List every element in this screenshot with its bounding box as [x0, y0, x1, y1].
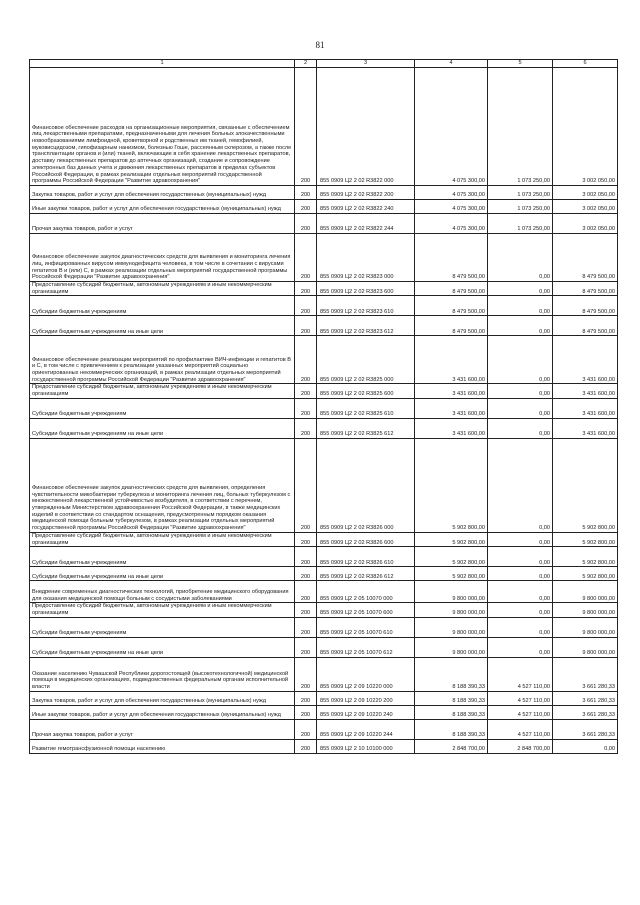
- row-col4: 5 902 800,00: [415, 547, 488, 567]
- row-name: Субсидии бюджетным учреждениям: [30, 547, 295, 567]
- row-col2: 200: [295, 418, 317, 438]
- row-name: Финансовое обеспечение расходов на организационные мероприятия, связанные с обеспечением лиц лекарственными препаратами, предназначенными для лечения больных злокачественными новообразованиями лимфоидной, кроветворной и родственных им тканей, гемофилией, муковисцидозом, гипофизарным нанизмом, болезнью Гоше, рассеянным склерозом, а также после трансплантации органов и (или) тканей, включающие в себя хранение лекарственных препаратов, доставку лекарственных препаратов до аптечных организаций, создание и сопровождение электронных баз данных учета и движения лекарственных препаратов в пределах субъектов Российской Федерации, в рамках реализации отдельных мероприятий государственной программы Российской Федерации "Развитие здравоохранения": [30, 68, 295, 186]
- row-name: Закупка товаров, работ и услуг для обеспечения государственных (муниципальных) нужд: [30, 691, 295, 705]
- column-header-3: 3: [317, 60, 415, 68]
- row-col6: 5 902 800,00: [553, 532, 618, 546]
- row-col6: 8 479 500,00: [553, 316, 618, 336]
- row-col5: 0,00: [488, 234, 553, 282]
- row-name: Предоставление субсидий бюджетным, автономным учреждениям и иным некоммерческим организациям: [30, 532, 295, 546]
- table-row: [30, 739, 618, 753]
- table-row: [30, 296, 618, 316]
- row-col6: 3 431 600,00: [553, 398, 618, 418]
- row-code: 855 0909 Ц2 2 02 R3826 000: [317, 438, 415, 532]
- row-code: 855 0909 Ц2 2 09 10220 200: [317, 691, 415, 705]
- row-code: 855 0909 Ц2 2 02 R3825 612: [317, 418, 415, 438]
- row-col2: 200: [295, 68, 317, 186]
- row-col6: 3 661 280,33: [553, 657, 618, 691]
- row-name: Финансовое обеспечение реализации мероприятий по профилактике ВИЧ-инфекции и гепатитов В и С, в том числе с привлечением к реализации указанных мероприятий социально ориентированных некоммерческих организаций, в рамках реализации отдельных мероприятий государственной программы Российской Федерации "Развитие здравоохранения": [30, 336, 295, 384]
- row-name: Прочая закупка товаров, работ и услуг: [30, 719, 295, 739]
- column-header-2: 2: [295, 60, 317, 68]
- row-code: 855 0909 Ц2 2 02 R3826 610: [317, 547, 415, 567]
- row-col2: 200: [295, 296, 317, 316]
- row-code: 855 0909 Ц2 2 05 10070 000: [317, 581, 415, 603]
- table-row: [30, 282, 618, 296]
- table-row: [30, 719, 618, 739]
- table-row: [30, 532, 618, 546]
- row-code: 855 0909 Ц2 2 02 R3823 000: [317, 234, 415, 282]
- table-row: [30, 398, 618, 418]
- row-name: Иные закупки товаров, работ и услуг для обеспечения государственных (муниципальных) нужд: [30, 200, 295, 214]
- row-code: 855 0909 Ц2 2 02 R3825 600: [317, 384, 415, 398]
- row-col4: 8 479 500,00: [415, 234, 488, 282]
- row-code: 855 0909 Ц2 2 02 R3822 244: [317, 214, 415, 234]
- row-name: Внедрение современных диагностических технологий, приобретение медицинского оборудования для оказания медицинской помощи больным с сосудистыми заболеваниями: [30, 581, 295, 603]
- row-col2: 200: [295, 200, 317, 214]
- row-col5: 0,00: [488, 418, 553, 438]
- table-row: [30, 438, 618, 532]
- row-col6: 3 002 050,00: [553, 186, 618, 200]
- row-col6: 3 661 280,33: [553, 719, 618, 739]
- row-code: 855 0909 Ц2 2 05 10070 610: [317, 617, 415, 637]
- row-col2: 200: [295, 705, 317, 719]
- row-name: Субсидии бюджетным учреждениям на иные цели: [30, 567, 295, 581]
- table-row: [30, 200, 618, 214]
- table-row: [30, 617, 618, 637]
- row-code: 855 0909 Ц2 2 02 R3823 600: [317, 282, 415, 296]
- row-col5: 4 527 110,00: [488, 691, 553, 705]
- row-name: Финансовое обеспечение закупок диагностических средств для выявления, определения чувствительности микобактерии туберкулеза и мониторинга лечения лиц, больных туберкулезом с множественной лекарственной устойчивостью возбудителя, в соответствии с перечнем, утвержденным Министерством здравоохранения Российской Федерации, в также медицинских изделий в соответствии со стандартом оснащения, предусмотренным порядком оказания медицинской помощи больным туберкулезом, в рамках реализации отдельных мероприятий государственной программы Российской Федерации "Развитие здравоохранения": [30, 438, 295, 532]
- row-col5: 1 073 250,00: [488, 214, 553, 234]
- row-col2: 200: [295, 532, 317, 546]
- row-col2: 200: [295, 739, 317, 753]
- table-row: [30, 316, 618, 336]
- row-col5: 0,00: [488, 384, 553, 398]
- row-col6: 5 902 800,00: [553, 547, 618, 567]
- table-row: [30, 234, 618, 282]
- row-col6: 3 431 600,00: [553, 336, 618, 384]
- table-row: [30, 186, 618, 200]
- table-row: [30, 418, 618, 438]
- table-row: [30, 637, 618, 657]
- row-code: 855 0909 Ц2 2 02 R3823 612: [317, 316, 415, 336]
- row-col6: 8 479 500,00: [553, 296, 618, 316]
- row-name: Субсидии бюджетным учреждениям: [30, 296, 295, 316]
- row-col6: 9 800 000,00: [553, 617, 618, 637]
- row-col4: 8 188 390,33: [415, 691, 488, 705]
- row-col5: 0,00: [488, 581, 553, 603]
- row-col4: 8 479 500,00: [415, 316, 488, 336]
- row-col2: 200: [295, 603, 317, 617]
- row-name: Закупка товаров, работ и услуг для обеспечения государственных (муниципальных) нужд: [30, 186, 295, 200]
- row-col5: 4 527 110,00: [488, 705, 553, 719]
- row-col5: 0,00: [488, 567, 553, 581]
- row-col5: 0,00: [488, 617, 553, 637]
- row-code: 855 0909 Ц2 2 02 R3822 240: [317, 200, 415, 214]
- row-col4: 8 479 500,00: [415, 296, 488, 316]
- row-col4: 3 431 600,00: [415, 336, 488, 384]
- row-col4: 5 902 800,00: [415, 532, 488, 546]
- budget-table: [29, 59, 618, 754]
- column-header-1: 1: [30, 60, 295, 68]
- row-col4: 9 800 000,00: [415, 603, 488, 617]
- row-col6: 3 431 600,00: [553, 418, 618, 438]
- row-col5: 4 527 110,00: [488, 719, 553, 739]
- table-row: [30, 384, 618, 398]
- row-col5: 0,00: [488, 532, 553, 546]
- row-col5: 0,00: [488, 637, 553, 657]
- row-name: Субсидии бюджетным учреждениям: [30, 617, 295, 637]
- row-col2: 200: [295, 657, 317, 691]
- row-col4: 8 479 500,00: [415, 282, 488, 296]
- row-code: 855 0909 Ц2 2 09 10220 244: [317, 719, 415, 739]
- row-col5: 1 073 250,00: [488, 200, 553, 214]
- row-col2: 200: [295, 637, 317, 657]
- row-col4: 3 431 600,00: [415, 418, 488, 438]
- row-col6: 5 902 800,00: [553, 438, 618, 532]
- row-code: 855 0909 Ц2 2 09 10220 000: [317, 657, 415, 691]
- row-col2: 200: [295, 547, 317, 567]
- table-row: [30, 68, 618, 186]
- row-code: 855 0909 Ц2 2 02 R3826 600: [317, 532, 415, 546]
- row-col4: 8 188 390,33: [415, 705, 488, 719]
- row-code: 855 0909 Ц2 2 02 R3825 000: [317, 336, 415, 384]
- row-col6: 0,00: [553, 739, 618, 753]
- row-col6: 9 800 000,00: [553, 603, 618, 617]
- row-col2: 200: [295, 567, 317, 581]
- row-code: 855 0909 Ц2 2 02 R3825 610: [317, 398, 415, 418]
- row-col6: 3 661 280,33: [553, 705, 618, 719]
- row-col5: 1 073 250,00: [488, 68, 553, 186]
- row-col6: 3 002 050,00: [553, 68, 618, 186]
- row-col5: 0,00: [488, 398, 553, 418]
- row-col2: 200: [295, 186, 317, 200]
- row-col5: 0,00: [488, 438, 553, 532]
- row-code: 855 0909 Ц2 2 02 R3822 200: [317, 186, 415, 200]
- row-col6: 3 002 050,00: [553, 214, 618, 234]
- row-col5: 0,00: [488, 296, 553, 316]
- row-code: 855 0909 Ц2 2 09 10220 240: [317, 705, 415, 719]
- row-code: 855 0909 Ц2 2 02 R3822 000: [317, 68, 415, 186]
- row-col5: 0,00: [488, 547, 553, 567]
- row-col4: 5 902 800,00: [415, 567, 488, 581]
- row-col2: 200: [295, 398, 317, 418]
- row-code: 855 0909 Ц2 2 02 R3823 610: [317, 296, 415, 316]
- table-row: [30, 603, 618, 617]
- table-row: [30, 547, 618, 567]
- row-col2: 200: [295, 719, 317, 739]
- row-col5: 0,00: [488, 282, 553, 296]
- table-row: [30, 567, 618, 581]
- row-col4: 3 431 600,00: [415, 398, 488, 418]
- row-col4: 4 075 300,00: [415, 200, 488, 214]
- row-col6: 5 902 800,00: [553, 567, 618, 581]
- row-col4: 5 902 800,00: [415, 438, 488, 532]
- row-col5: 0,00: [488, 336, 553, 384]
- row-col4: 4 075 300,00: [415, 214, 488, 234]
- row-col5: 0,00: [488, 316, 553, 336]
- table-header-row: [30, 60, 618, 68]
- table-row: [30, 336, 618, 384]
- row-col6: 8 479 500,00: [553, 282, 618, 296]
- row-col4: 9 800 000,00: [415, 617, 488, 637]
- row-col4: 2 848 700,00: [415, 739, 488, 753]
- table-row: [30, 705, 618, 719]
- row-col5: 4 527 110,00: [488, 657, 553, 691]
- table-row: [30, 691, 618, 705]
- row-name: Субсидии бюджетным учреждениям на иные цели: [30, 418, 295, 438]
- row-col2: 200: [295, 282, 317, 296]
- column-header-6: 6: [553, 60, 618, 68]
- row-col5: 2 848 700,00: [488, 739, 553, 753]
- row-col2: 200: [295, 214, 317, 234]
- row-col4: 4 075 300,00: [415, 68, 488, 186]
- row-col4: 8 188 390,33: [415, 657, 488, 691]
- row-name: Прочая закупка товаров, работ и услуг: [30, 214, 295, 234]
- row-name: Развитие гемотрансфузионной помощи населению: [30, 739, 295, 753]
- row-col2: 200: [295, 581, 317, 603]
- row-col4: 9 800 000,00: [415, 637, 488, 657]
- row-col6: 3 002 050,00: [553, 200, 618, 214]
- row-col5: 0,00: [488, 603, 553, 617]
- row-code: 855 0909 Ц2 2 10 10100 000: [317, 739, 415, 753]
- row-col4: 3 431 600,00: [415, 384, 488, 398]
- row-code: 855 0909 Ц2 2 02 R3826 612: [317, 567, 415, 581]
- row-col4: 9 800 000,00: [415, 581, 488, 603]
- row-col2: 200: [295, 384, 317, 398]
- row-col2: 200: [295, 438, 317, 532]
- row-col2: 200: [295, 234, 317, 282]
- row-name: Финансовое обеспечение закупок диагностических средств для выявления и мониторинга лечения лиц, инфицированных вирусом иммунодефицита человека, в том числе в сочетании с вирусами гепатитов В и (или) С, в рамках реализации отдельных мероприятий государственной программы Российской Федерации "Развитие здравоохранения": [30, 234, 295, 282]
- column-header-4: 4: [415, 60, 488, 68]
- table-row: [30, 214, 618, 234]
- row-name: Иные закупки товаров, работ и услуг для обеспечения государственных (муниципальных) нужд: [30, 705, 295, 719]
- column-header-5: 5: [488, 60, 553, 68]
- row-name: Субсидии бюджетным учреждениям на иные цели: [30, 637, 295, 657]
- row-name: Предоставление субсидий бюджетным, автономным учреждениям и иным некоммерческим организациям: [30, 603, 295, 617]
- row-col2: 200: [295, 316, 317, 336]
- row-col2: 200: [295, 617, 317, 637]
- table-row: [30, 657, 618, 691]
- row-name: Оказание населению Чувашской Республики дорогостоящей (высокотехнологичной) медицинской помощи в медицинских организациях, подведомственных федеральным органам исполнительной власти: [30, 657, 295, 691]
- row-col4: 4 075 300,00: [415, 186, 488, 200]
- row-col6: 8 479 500,00: [553, 234, 618, 282]
- row-col2: 200: [295, 336, 317, 384]
- row-col6: 9 800 000,00: [553, 637, 618, 657]
- row-col4: 8 188 390,33: [415, 719, 488, 739]
- row-name: Предоставление субсидий бюджетным, автономным учреждениям и иным некоммерческим организациям: [30, 384, 295, 398]
- row-col6: 3 661 280,33: [553, 691, 618, 705]
- page-number: 81: [315, 40, 325, 50]
- row-code: 855 0909 Ц2 2 05 10070 612: [317, 637, 415, 657]
- table-row: [30, 581, 618, 603]
- row-col6: 9 800 000,00: [553, 581, 618, 603]
- row-name: Субсидии бюджетным учреждениям на иные цели: [30, 316, 295, 336]
- row-col5: 1 073 250,00: [488, 186, 553, 200]
- row-name: Предоставление субсидий бюджетным, автономным учреждениям и иным некоммерческим организациям: [30, 282, 295, 296]
- row-col2: 200: [295, 691, 317, 705]
- row-col6: 3 431 600,00: [553, 384, 618, 398]
- row-code: 855 0909 Ц2 2 05 10070 600: [317, 603, 415, 617]
- row-name: Субсидии бюджетным учреждениям: [30, 398, 295, 418]
